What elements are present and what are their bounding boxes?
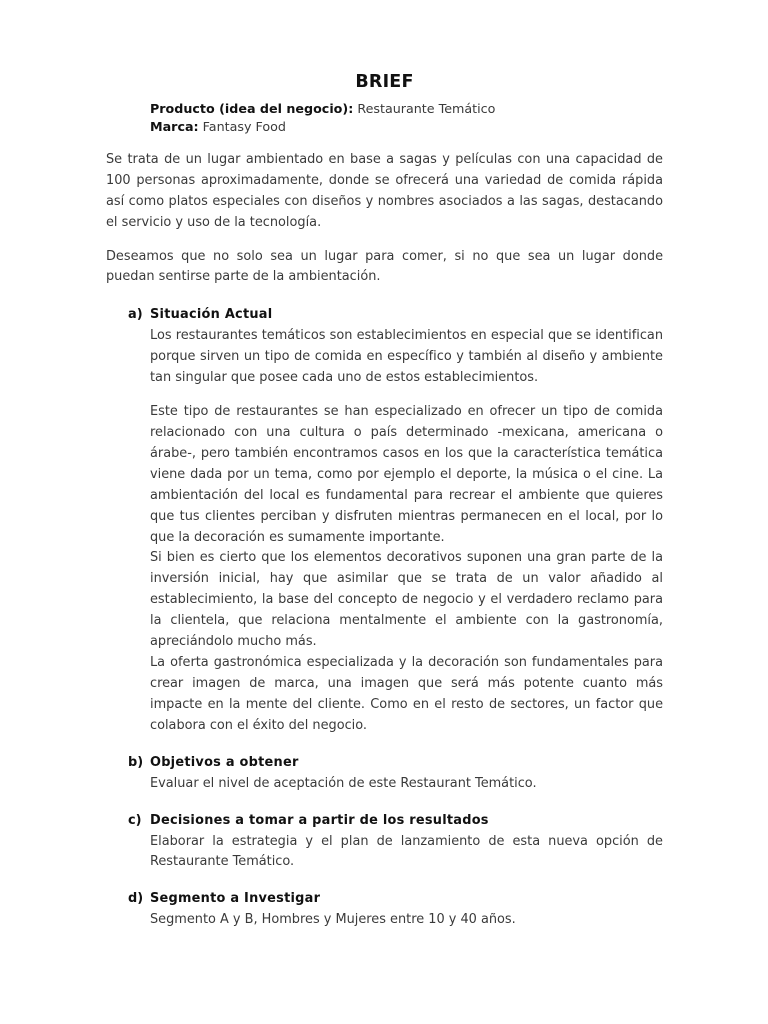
meta-value-producto: Restaurante Temático	[357, 100, 496, 116]
section-a-paragraph-4: La oferta gastronómica especializada y la decoración son fundamentales para crear imagen de marca, una imagen que será más potente cuanto más impacte en la mente del cliente. Como en el resto de sectores, un factor que colabora con el éxito del negocio.	[150, 654, 663, 733]
section-heading-segmento: Segmento a Investigar	[150, 891, 321, 907]
section-decisiones	[106, 811, 663, 874]
section-segmento	[106, 889, 663, 931]
section-body-segmento	[150, 910, 663, 931]
intro-paragraph-2: Deseamos que no solo sea un lugar para comer, si no que sea un lugar donde puedan sentirse parte de la ambientación.	[106, 248, 663, 285]
section-heading-situacion-actual: Situación Actual	[150, 307, 273, 323]
intro-paragraph-1: Se trata de un lugar ambientado en base a sagas y películas con una capacidad de 100 personas aproximadamente, donde se ofrecerá una variedad de comida rápida así como platos especiales con diseños y nombres asociados a las sagas, destacando el servicio y uso de la tecnología.	[106, 151, 663, 230]
intro-block	[106, 150, 663, 288]
section-c-paragraph-1: Elaborar la estrategia y el plan de lanzamiento de esta nueva opción de Restaurante Temático.	[150, 833, 663, 870]
meta-label-marca: Marca:	[150, 118, 199, 134]
section-situacion-actual	[106, 305, 663, 736]
section-a-paragraph-2: Este tipo de restaurantes se han especializado en ofrecer un tipo de comida relacionado con una cultura o país determinado -mexicana, americana o árabe-, pero también encontramos casos en los que la característica temática viene dada por un tema, como por ejemplo el deporte, la música o el cine. La ambientación del local es fundamental para recrear el ambiente que quieres que tus clientes perciban y disfruten mientras permanecen en el local, por lo que la decoración es sumamente importante.	[150, 404, 663, 545]
sections-list	[106, 305, 663, 931]
meta-line-producto	[150, 100, 663, 118]
section-body-situacion-actual	[150, 326, 663, 736]
section-body-decisiones	[150, 832, 663, 874]
section-b-paragraph-1: Evaluar el nivel de aceptación de este Restaurant Temático.	[150, 775, 537, 791]
section-a-paragraph-1: Los restaurantes temáticos son establecimientos en especial que se identifican porque sirven un tipo de comida en específico y también al diseño y ambiente tan singular que posee cada uno de estos establecimientos.	[150, 328, 663, 386]
section-marker-a: a)	[128, 307, 143, 323]
meta-line-marca	[150, 118, 663, 136]
section-heading-decisiones: Decisiones a tomar a partir de los resultados	[150, 812, 489, 828]
section-marker-d: d)	[128, 891, 144, 907]
section-objetivos	[106, 753, 663, 795]
section-marker-c: c)	[128, 812, 142, 828]
page-title: BRIEF	[355, 72, 414, 92]
section-body-objetivos	[150, 774, 663, 795]
document-meta	[150, 100, 663, 136]
section-marker-b: b)	[128, 754, 144, 770]
meta-label-producto: Producto (idea del negocio):	[150, 100, 354, 116]
section-a-paragraph-3: Si bien es cierto que los elementos decorativos suponen una gran parte de la inversión inicial, hay que asimilar que se trata de un valor añadido al establecimiento, la base del concepto de negocio y el verdadero reclamo para la clientela, que relaciona mentalmente el ambiente con la gastronomía, apreciándolo mucho más.	[150, 550, 663, 650]
section-heading-objetivos: Objetivos a obtener	[150, 754, 299, 770]
section-d-paragraph-1: Segmento A y B, Hombres y Mujeres entre 10 y 40 años.	[150, 912, 516, 928]
document-content	[106, 72, 663, 947]
meta-value-marca: Fantasy Food	[202, 118, 286, 134]
